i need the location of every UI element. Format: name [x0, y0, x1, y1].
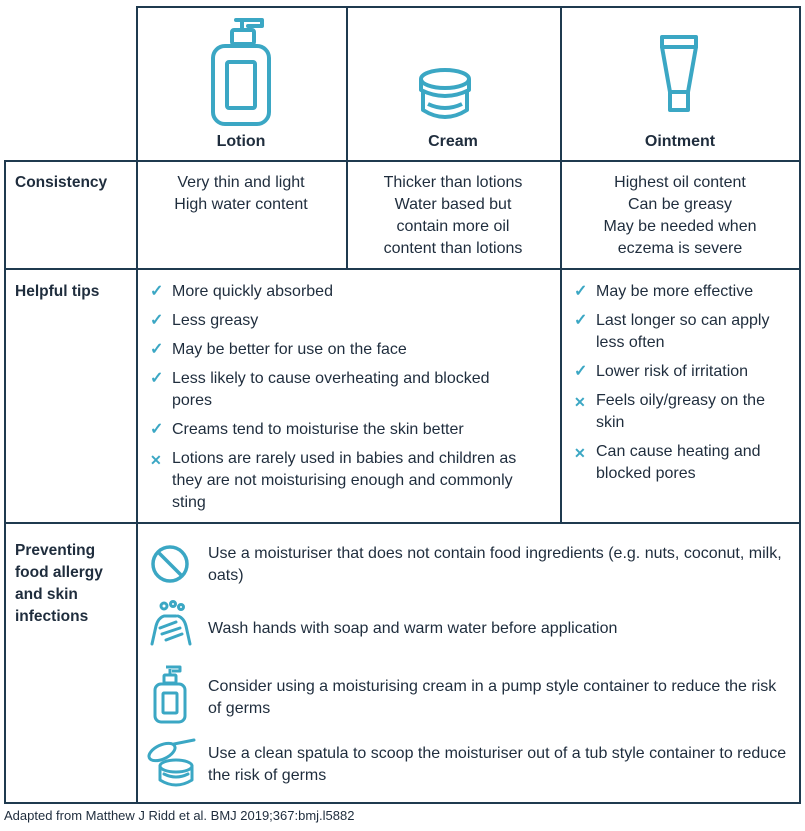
row-label-consistency: Consistency [15, 174, 108, 191]
grid-line [4, 522, 801, 524]
tips-list-ointment [574, 281, 796, 492]
column-header-cream: Cream [428, 133, 478, 150]
consistency-lotion: Very thin and light High water content [174, 174, 308, 213]
check-icon: ✓ [150, 341, 164, 358]
cross-icon: ✕ [574, 445, 586, 461]
list-item: ✓ More quickly absorbed [150, 281, 550, 303]
grid-line [136, 6, 801, 8]
ointment-tube-icon [658, 34, 700, 114]
cross-icon: ✕ [574, 394, 586, 410]
grid-line [799, 6, 801, 804]
prevent-item-3: Consider using a moisturising cream in a pump style container to reduce the risk of germs [208, 678, 777, 717]
tub-spatula-icon [144, 738, 198, 790]
consistency-ointment: Highest oil content Can be greasy May be needed when eczema is severe [603, 174, 757, 257]
check-icon: ✓ [574, 312, 588, 329]
check-icon: ✓ [150, 283, 164, 300]
check-icon: ✓ [150, 312, 164, 329]
check-icon: ✓ [150, 370, 164, 387]
grid-line [4, 802, 801, 804]
cross-icon: ✕ [150, 452, 162, 468]
tips-list-lotion-cream [150, 281, 550, 521]
prevent-item-1: Use a moisturiser that does not contain food ingredients (e.g. nuts, coconut, milk, oats) [208, 545, 782, 584]
list-item: ✕ Lotions are rarely used in babies and children as they are not moisturising enough and commonly sting [150, 450, 517, 511]
grid-line [4, 160, 6, 804]
grid-line [136, 6, 138, 804]
no-symbol-icon [150, 544, 190, 584]
column-header-lotion: Lotion [216, 133, 266, 150]
prevent-item-4: Use a clean spatula to scoop the moisturiser out of a tub style container to reduce the risk of germs [208, 745, 787, 784]
hand-washing-icon [146, 600, 196, 650]
list-item: ✕ Feels oily/greasy on the skin [574, 392, 765, 431]
cream-tub-icon [416, 66, 474, 124]
list-item: ✓ May be better for use on the face [150, 339, 550, 361]
check-icon: ✓ [150, 421, 164, 438]
row-label-preventing: Preventing food allergy and skin infections [15, 542, 103, 625]
list-item: ✓ Creams tend to moisturise the skin better [150, 419, 550, 441]
source-citation: Adapted from Matthew J Ridd et al. BMJ 2019;367:bmj.l5882 [4, 808, 355, 823]
lotion-bottle-icon [208, 16, 274, 128]
list-item: ✓ May be more effective [574, 281, 796, 303]
list-item: ✓ Less likely to cause overheating and blocked pores [150, 370, 490, 409]
list-item: ✓ Last longer so can apply less often [574, 312, 770, 351]
list-item: ✓ Lower risk of irritation [574, 361, 796, 383]
column-header-ointment: Ointment [644, 133, 716, 150]
list-item: ✓ Less greasy [150, 310, 550, 332]
list-item: ✕ Can cause heating and blocked pores [574, 443, 761, 482]
grid-line [560, 6, 562, 524]
prevent-item-2: Wash hands with soap and warm water before application [208, 620, 618, 637]
row-label-helpful-tips: Helpful tips [15, 283, 100, 300]
grid-line [4, 268, 801, 270]
check-icon: ✓ [574, 283, 588, 300]
grid-line [4, 160, 801, 162]
check-icon: ✓ [574, 363, 588, 380]
consistency-cream: Thicker than lotions Water based but contain more oil content than lotions [383, 174, 523, 257]
pump-bottle-icon [152, 664, 188, 726]
